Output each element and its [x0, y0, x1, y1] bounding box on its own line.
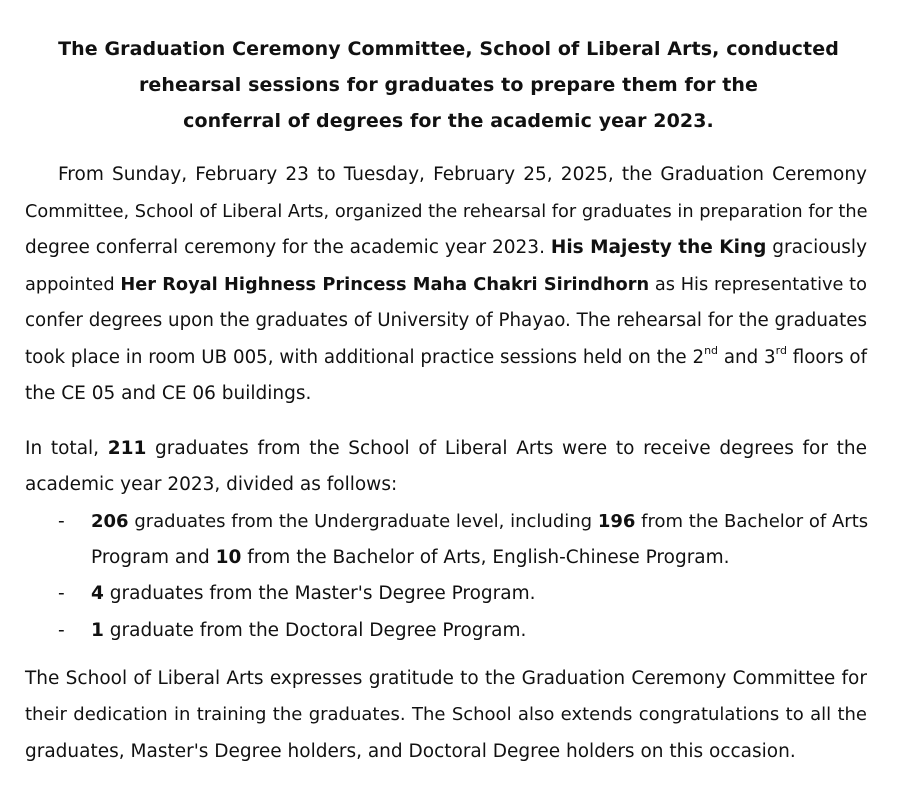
p3-line-1: The School of Liberal Arts expresses gratitude to the Graduation Ceremony Committee for — [25, 668, 867, 689]
p1-line-6: took place in room UB 005, with additional practice sessions held on the 2nd and 3rd floors of — [25, 344, 868, 368]
p1-line-5: confer degrees upon the graduates of University of Phayao. The rehearsal for the graduates — [25, 310, 867, 331]
title-line-3: conferral of degrees for the academic year 2023. — [183, 110, 714, 132]
p2-line-1: In total, 211 graduates from the School of Liberal Arts were to receive degrees for the — [25, 438, 867, 459]
bullet-3: 1 graduate from the Doctoral Degree Program. — [91, 620, 527, 641]
bullet-dash-1: - — [58, 511, 65, 532]
p3-line-3: graduates, Master's Degree holders, and Doctoral Degree holders on this occasion. — [25, 741, 796, 762]
title-line-2: rehearsal sessions for graduates to prepare them for the — [138, 74, 759, 96]
p1-line-1: From Sunday, February 23 to Tuesday, February 25, 2025, the Graduation Ceremony — [58, 164, 867, 185]
bullet-2: 4 graduates from the Master's Degree Program. — [91, 583, 536, 604]
bullet-1-line-1: 206 graduates from the Undergraduate level, including 196 from the Bachelor of Arts — [91, 511, 869, 532]
total-count: 211 — [107, 438, 147, 459]
p3-line-2: their dedication in training the graduates. The School also extends congratulations to all the — [25, 704, 867, 725]
king-title: His Majesty the King — [550, 237, 767, 258]
bullet-1-line-2: Program and 10 from the Bachelor of Arts, English-Chinese Program. — [91, 547, 730, 568]
p1-line-4: appointed Her Royal Highness Princess Maha Chakri Sirindhorn as His representative to — [25, 275, 867, 295]
p1-line-7: the CE 05 and CE 06 buildings. — [25, 383, 312, 404]
p2-line-2: academic year 2023, divided as follows: — [25, 474, 398, 495]
p1-line-3: degree conferral ceremony for the academic year 2023. His Majesty the King graciously — [25, 237, 868, 258]
title-line-1: The Graduation Ceremony Committee, School of Liberal Arts, conducted — [58, 38, 839, 60]
princess-title: Her Royal Highness Princess Maha Chakri Sirindhorn — [120, 275, 650, 295]
bullet-dash-2: - — [58, 583, 65, 604]
p1-line-2: Committee, School of Liberal Arts, organized the rehearsal for graduates in preparation for the — [25, 202, 868, 222]
bullet-dash-3: - — [58, 620, 65, 641]
